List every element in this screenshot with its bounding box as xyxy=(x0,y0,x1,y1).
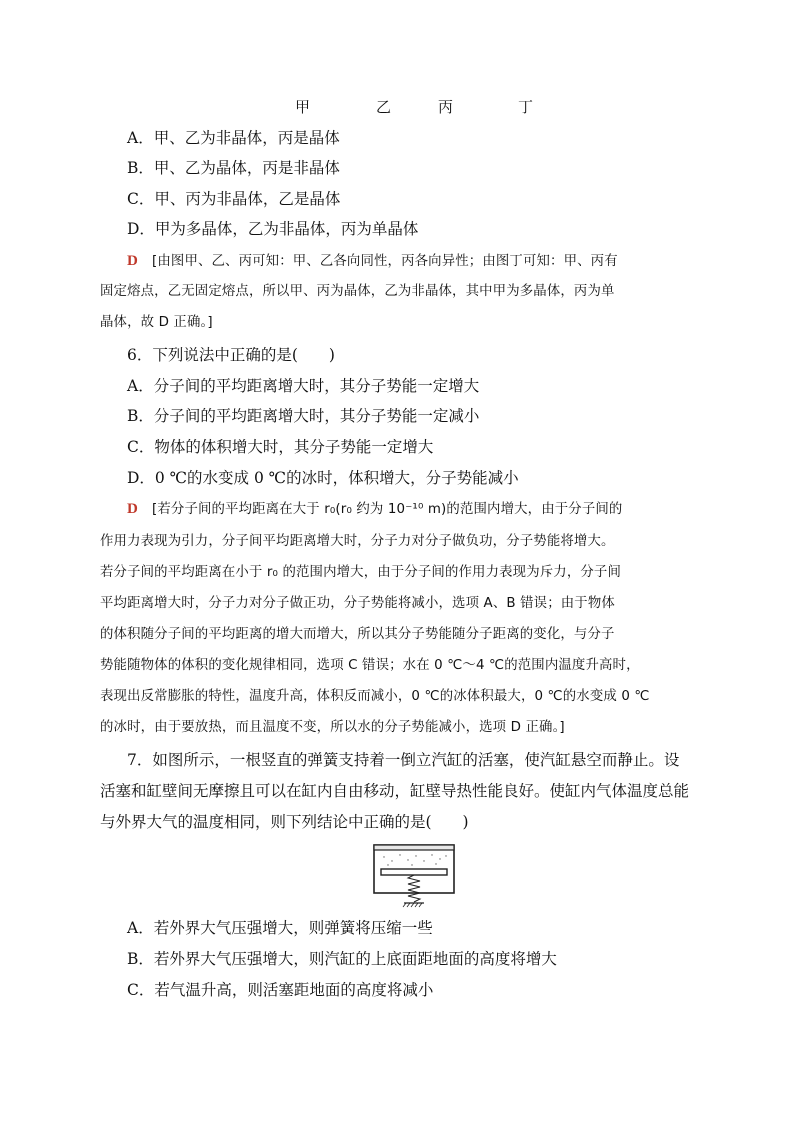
q6-option-b: B．分子间的平均距离增大时，其分子势能一定减小 xyxy=(127,407,480,425)
figure-label-bing: 丙 xyxy=(438,98,454,116)
piston xyxy=(381,869,447,875)
figure-label-ding: 丁 xyxy=(518,98,534,116)
q5-option-b: B．甲、乙为晶体，丙是非晶体 xyxy=(127,159,340,177)
figure-label-jia: 甲 xyxy=(295,98,311,116)
q5-explanation-line: 固定熔点，乙无固定熔点，所以甲、丙为晶体，乙为非晶体，其中甲为多晶体，丙为单 xyxy=(100,284,615,299)
q6-stem: 6．下列说法中正确的是( ) xyxy=(127,346,335,364)
q7-option-b: B．若外界大气压强增大，则汽缸的上底面距地面的高度将增大 xyxy=(127,950,557,968)
q7-option-c: C．若气温升高，则活塞距地面的高度将减小 xyxy=(127,981,434,999)
q5-option-c: C．甲、丙为非晶体，乙是晶体 xyxy=(127,190,341,208)
q6-explanation-line: 表现出反常膨胀的特性，温度升高，体积反而减小，0 ℃的冰体积最大，0 ℃的水变成 0 ℃ xyxy=(100,689,650,704)
q6-answer: D xyxy=(127,501,138,517)
inverted-cylinder-diagram xyxy=(372,843,456,911)
q6-explanation-line: 的冰时，由于要放热，而且温度不变，所以水的分子势能减小，选项 D 正确。] xyxy=(100,720,565,735)
q6-explanation-line: 平均距离增大时，分子力对分子做正功，分子势能将减小，选项 A、B 错误；由于物体 xyxy=(100,596,615,611)
q6-option-d: D．0 ℃的水变成 0 ℃的冰时，体积增大，分子势能减小 xyxy=(127,469,519,487)
q7-option-a: A．若外界大气压强增大，则弹簧将压缩一些 xyxy=(127,919,433,937)
q5-option-d: D．甲为多晶体，乙为非晶体，丙为单晶体 xyxy=(127,220,419,238)
q6-explanation-line: 作用力表现为引力，分子间平均距离增大时，分子力对分子做负功，分子势能将增大。 xyxy=(100,534,615,549)
q6-explanation-line: 势能随物体的体积的变化规律相同，选项 C 错误；水在 0 ℃～4 ℃的范围内温度升高时， xyxy=(100,658,640,673)
q6-option-c: C．物体的体积增大时，其分子势能一定增大 xyxy=(127,438,434,456)
q5-explanation-text: [由图甲、乙、丙可知：甲、乙各向同性，丙各向异性；由图丁可知：甲、丙有 xyxy=(151,254,618,269)
q7-stem-line: 与外界大气的温度相同，则下列结论中正确的是( ) xyxy=(100,813,469,831)
q7-stem-line: 活塞和缸壁间无摩擦且可以在缸内自由移动，缸壁导热性能良好。使缸内气体温度总能 xyxy=(100,782,690,800)
q6-explanation-line: 若分子间的平均距离在小于 r₀ 的范围内增大，由于分子间的作用力表现为斥力，分子间 xyxy=(100,565,621,580)
q6-explanation-line xyxy=(127,499,622,520)
q5-explanation-line xyxy=(127,251,618,272)
q5-explanation-line: 晶体，故 D 正确。] xyxy=(100,315,213,330)
cylinder-top xyxy=(374,845,454,850)
q6-explanation-text: [若分子间的平均距离在大于 r₀(r₀ 约为 10⁻¹⁰ m)的范围内增大，由于分子间的 xyxy=(151,502,623,517)
q6-explanation-line: 的体积随分子间的平均距离的增大而增大，所以其分子势能随分子距离的变化，与分子 xyxy=(100,627,615,642)
q5-option-a: A．甲、乙为非晶体，丙是晶体 xyxy=(127,129,340,147)
q6-option-a: A．分子间的平均距离增大时，其分子势能一定增大 xyxy=(127,377,480,395)
figure-label-yi: 乙 xyxy=(376,98,392,116)
q5-answer: D xyxy=(127,253,138,269)
q7-stem-line: 7．如图所示，一根竖直的弹簧支持着一倒立汽缸的活塞，使汽缸悬空而静止。设 xyxy=(127,751,680,769)
cylinder-spring-figure xyxy=(372,843,456,915)
